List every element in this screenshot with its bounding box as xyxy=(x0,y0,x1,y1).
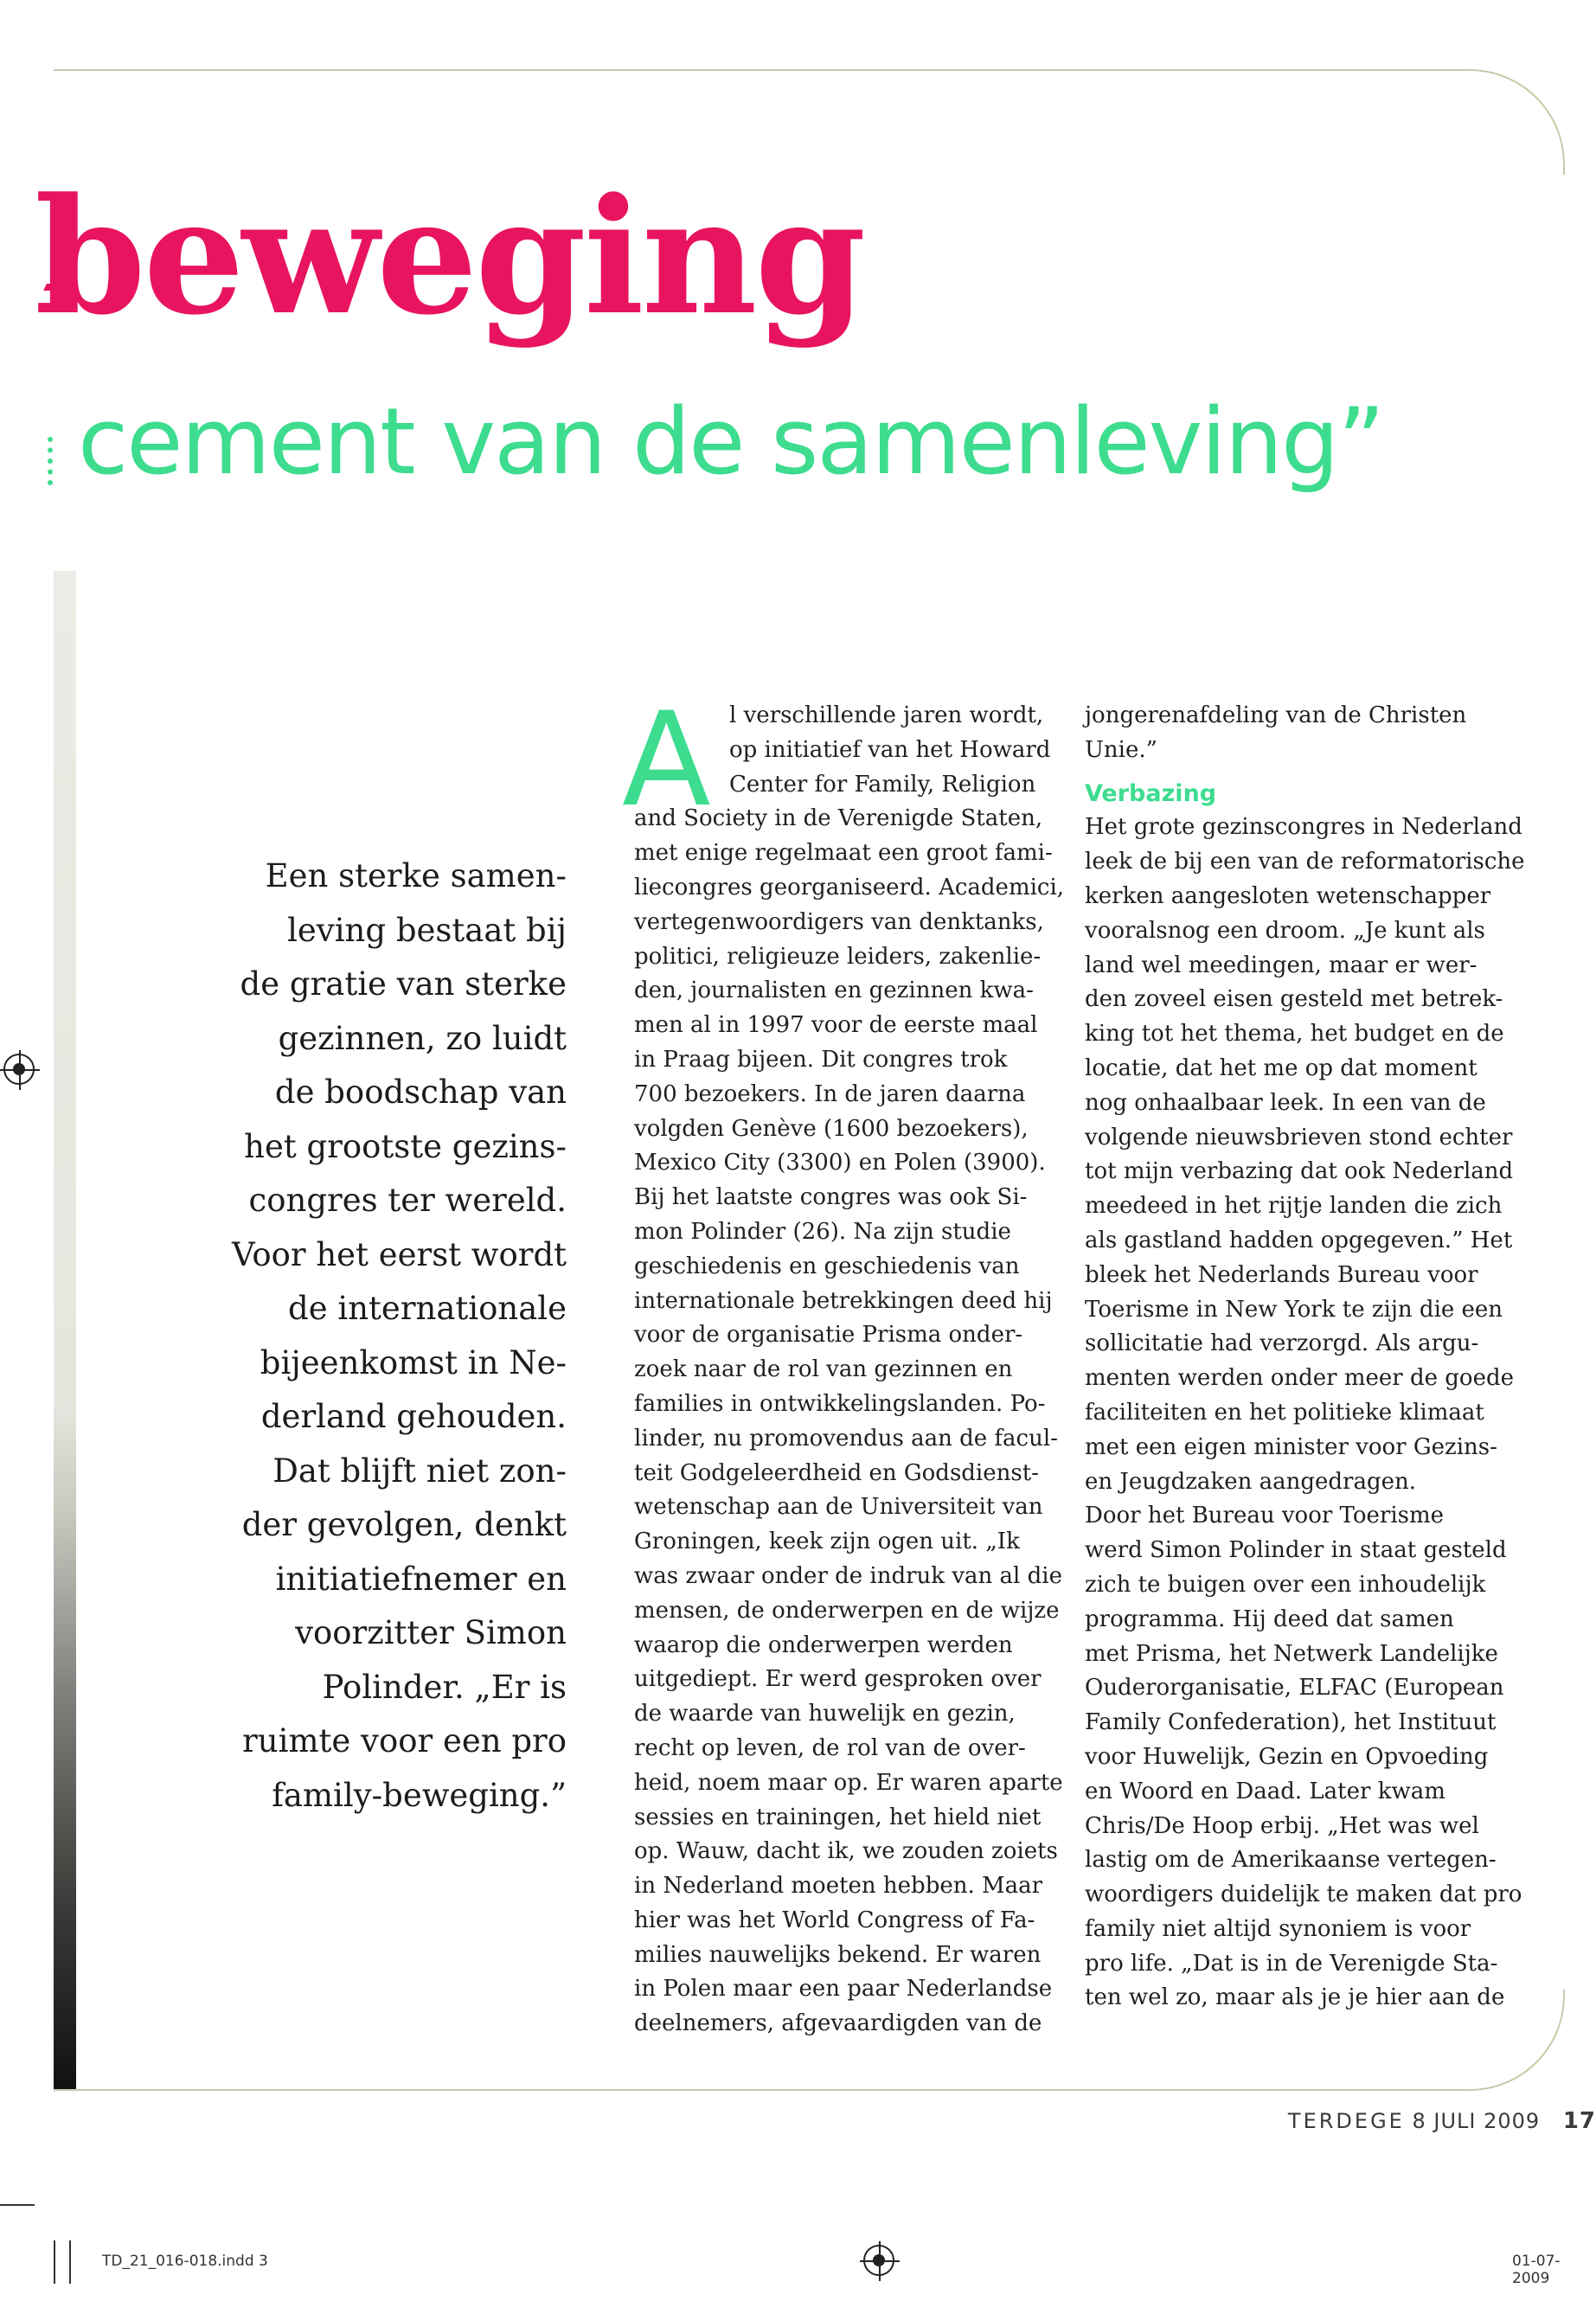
text-line: voor de organisatie Prisma onder- xyxy=(634,1322,1023,1349)
text-line: Door het Bureau voor Toerisme xyxy=(1085,1503,1445,1529)
text-line: Dat blijft niet zon- xyxy=(272,1452,567,1490)
text-line: family-beweging.” xyxy=(272,1776,567,1814)
text-line: het grootste gezins- xyxy=(244,1127,567,1165)
text-line: bleek het Nederlands Bureau voor xyxy=(1085,1261,1478,1288)
text-line: locatie, dat het me op dat moment xyxy=(1085,1054,1477,1081)
text-line: in Polen maar een paar Nederlandse xyxy=(634,1976,1053,2003)
text-line: nog onhaalbaar leek. In een van de xyxy=(1085,1089,1486,1116)
text-line: Een sterke samen- xyxy=(265,857,567,894)
text-line: met enige regelmaat een groot fami- xyxy=(634,840,1053,867)
text-line: zich te buigen over een inhoudelijk xyxy=(1085,1571,1486,1598)
photo-edge-strip xyxy=(54,571,76,2089)
article-column-2 xyxy=(1085,699,1530,2016)
text-line: der gevolgen, denkt xyxy=(241,1506,567,1543)
text-line: op. Wauw, dacht ik, we zouden zoiets xyxy=(634,1838,1058,1865)
text-line: de boodschap van xyxy=(274,1074,567,1111)
text-line: Groningen, keek zijn ogen uit. „Ik xyxy=(634,1529,1020,1555)
text-line: leek de bij een van de reformatorische xyxy=(1085,849,1525,875)
text-line: Toerisme in New York te zijn die een xyxy=(1085,1296,1503,1323)
text-line: Unie.” xyxy=(1085,736,1157,763)
text-line: Polinder. „Er is xyxy=(322,1668,567,1706)
text-line: Het grote gezinscongres in Nederland xyxy=(1085,814,1522,841)
text-line: op initiatief van het Howard xyxy=(729,736,1051,763)
text-line: faciliteiten en het politieke klimaat xyxy=(1085,1399,1484,1426)
text-line: pro life. „Dat is in de Verenigde Sta- xyxy=(1085,1950,1498,1977)
text-line: in Nederland moeten hebben. Maar xyxy=(634,1873,1043,1900)
text-line: den, journalisten en gezinnen kwa- xyxy=(634,977,1034,1004)
text-line: Ouderorganisatie, ELFAC (European xyxy=(1085,1675,1504,1702)
page-footer xyxy=(1288,2108,1596,2134)
text-line: en Jeugdzaken aangedragen. xyxy=(1085,1468,1416,1495)
text-line: tot mijn verbazing dat ook Nederland xyxy=(1085,1158,1514,1185)
registration-mark-icon xyxy=(863,2245,894,2276)
headline: beweging xyxy=(35,163,864,350)
subtitle-fragment-mark xyxy=(48,437,58,485)
text-line: derland gehouden. xyxy=(260,1398,567,1435)
text-line: de waarde van huwelijk en gezin, xyxy=(634,1701,1016,1727)
text-line: zoek naar de rol van gezinnen en xyxy=(634,1356,1013,1383)
page-frame-top xyxy=(54,69,1565,175)
text-line: programma. Hij deed dat samen xyxy=(1085,1606,1454,1632)
text-line: volgden Genève (1600 bezoekers), xyxy=(634,1115,1029,1142)
text-line: hier was het World Congress of Fa- xyxy=(634,1907,1035,1933)
text-line: met Prisma, het Netwerk Landelijke xyxy=(1085,1640,1498,1667)
text-line: kerken aangesloten wetenschapper xyxy=(1085,882,1491,909)
text-line: jongerenafdeling van de Christen xyxy=(1085,702,1467,728)
text-line: heid, noem maar op. Er waren aparte xyxy=(634,1769,1063,1796)
text-line: 700 bezoekers. In de jaren daarna xyxy=(634,1080,1026,1107)
text-line: en Woord en Daad. Later kwam xyxy=(1085,1778,1445,1804)
text-line: menten werden onder meer de goede xyxy=(1085,1365,1514,1392)
text-line: lastig om de Amerikaanse vertegen- xyxy=(1085,1847,1497,1874)
text-line: congres ter wereld. xyxy=(248,1182,567,1219)
text-line: uitgediept. Er werd gesproken over xyxy=(634,1666,1042,1693)
text-line: Bij het laatste congres was ook Si- xyxy=(634,1184,1028,1211)
text-line: met een eigen minister voor Gezins- xyxy=(1085,1433,1497,1460)
section-subhead: Verbazing xyxy=(1085,779,1217,807)
text-line: teit Godgeleerdheid en Godsdienst- xyxy=(634,1459,1039,1486)
text-line: and Society in de Verenigde Staten, xyxy=(634,805,1043,832)
text-line: Chris/De Hoop erbij. „Het was wel xyxy=(1085,1812,1479,1839)
text-line: family niet altijd synoniem is voor xyxy=(1085,1915,1471,1942)
text-line: ten wel zo, maar als je je hier aan de xyxy=(1085,1984,1505,2011)
text-line: vertegenwoordigers van denktanks, xyxy=(634,908,1044,935)
text-line: men al in 1997 voor de eerste maal xyxy=(634,1012,1038,1039)
text-line: initiatiefnemer en xyxy=(275,1560,567,1598)
text-line: voorzitter Simon xyxy=(295,1614,567,1651)
text-line: linder, nu promovendus aan de facul- xyxy=(634,1425,1058,1452)
article-column-1 xyxy=(622,685,1065,2041)
text-line: mensen, de onderwerpen en de wijze xyxy=(634,1597,1060,1624)
text-line: Mexico City (3300) en Polen (3900). xyxy=(634,1150,1046,1176)
text-line: sollicitatie had verzorgd. Als argu- xyxy=(1085,1330,1479,1357)
subtitle: cement van de samenleving” xyxy=(78,388,1384,495)
magazine-name: TERDEGE xyxy=(1287,2109,1405,2133)
text-line: l verschillende jaren wordt, xyxy=(729,702,1044,728)
text-line: king tot het thema, het budget en de xyxy=(1085,1021,1504,1048)
text-line: in Praag bijeen. Dit congres trok xyxy=(634,1046,1008,1073)
intro-paragraph xyxy=(130,849,567,1823)
page-number: 17 xyxy=(1562,2108,1596,2134)
text-line: was zwaar onder de indruk van al die xyxy=(634,1562,1062,1589)
text-line: leving bestaat bij xyxy=(287,911,567,949)
text-line: sessies en trainingen, het hield niet xyxy=(634,1804,1042,1830)
crop-mark xyxy=(0,2204,35,2206)
text-line: de internationale xyxy=(288,1290,567,1327)
text-line: als gastland hadden opgegeven.” Het xyxy=(1085,1227,1513,1253)
text-line: politici, religieuze leiders, zakenlie- xyxy=(634,943,1042,970)
text-line: land wel meedingen, maar er wer- xyxy=(1085,952,1477,978)
text-line: waarop die onderwerpen werden xyxy=(634,1631,1013,1658)
text-line: Family Confederation), het Instituut xyxy=(1085,1709,1497,1736)
text-line: geschiedenis en geschiedenis van xyxy=(634,1253,1020,1279)
text-line: Voor het eerst wordt xyxy=(232,1235,567,1273)
text-line: liecongres georganiseerd. Academici, xyxy=(634,874,1065,901)
drop-cap: A xyxy=(622,685,711,836)
text-line: voor Huwelijk, Gezin en Opvoeding xyxy=(1085,1743,1489,1770)
text-line: gezinnen, zo luidt xyxy=(278,1019,567,1057)
text-line: bijeenkomst in Ne- xyxy=(260,1343,567,1381)
text-line: recht op leven, de rol van de over- xyxy=(634,1734,1026,1761)
text-line: ruimte voor een pro xyxy=(242,1722,567,1759)
text-line: families in ontwikkelingslanden. Po- xyxy=(634,1390,1046,1417)
slug-filename: TD_21_016-018.indd 3 xyxy=(102,2253,268,2270)
slug-date: 01-07-2009 xyxy=(1512,2253,1561,2287)
text-line: woordigers duidelijk te maken dat pro xyxy=(1085,1881,1522,1908)
text-line: den zoveel eisen gesteld met betrek- xyxy=(1085,986,1503,1013)
column-2-text xyxy=(1085,811,1530,2016)
text-line: meedeed in het rijtje landen die zich xyxy=(1085,1193,1503,1220)
column-1-text xyxy=(634,802,1065,2041)
text-line: wetenschap aan de Universiteit van xyxy=(634,1494,1043,1521)
text-line: milies nauwelijks bekend. Er waren xyxy=(634,1941,1042,1968)
text-line: werd Simon Polinder in staat gesteld xyxy=(1085,1537,1507,1564)
text-line: vooralsnog een droom. „Je kunt als xyxy=(1085,917,1485,944)
text-line: volgende nieuwsbrieven stond echter xyxy=(1085,1124,1513,1150)
text-line: internationale betrekkingen deed hij xyxy=(634,1287,1053,1314)
text-line: de gratie van sterke xyxy=(240,965,567,1003)
text-line: mon Polinder (26). Na zijn studie xyxy=(634,1218,1011,1245)
registration-mark-icon xyxy=(3,1054,35,1085)
crop-mark xyxy=(54,2240,55,2284)
text-line: Center for Family, Religion xyxy=(729,771,1036,798)
issue-date: 8 JULI 2009 xyxy=(1412,2109,1541,2133)
text-line: deelnemers, afgevaardigden van de xyxy=(634,2010,1042,2037)
crop-mark xyxy=(69,2240,71,2284)
column-2-top-text xyxy=(1085,699,1530,768)
